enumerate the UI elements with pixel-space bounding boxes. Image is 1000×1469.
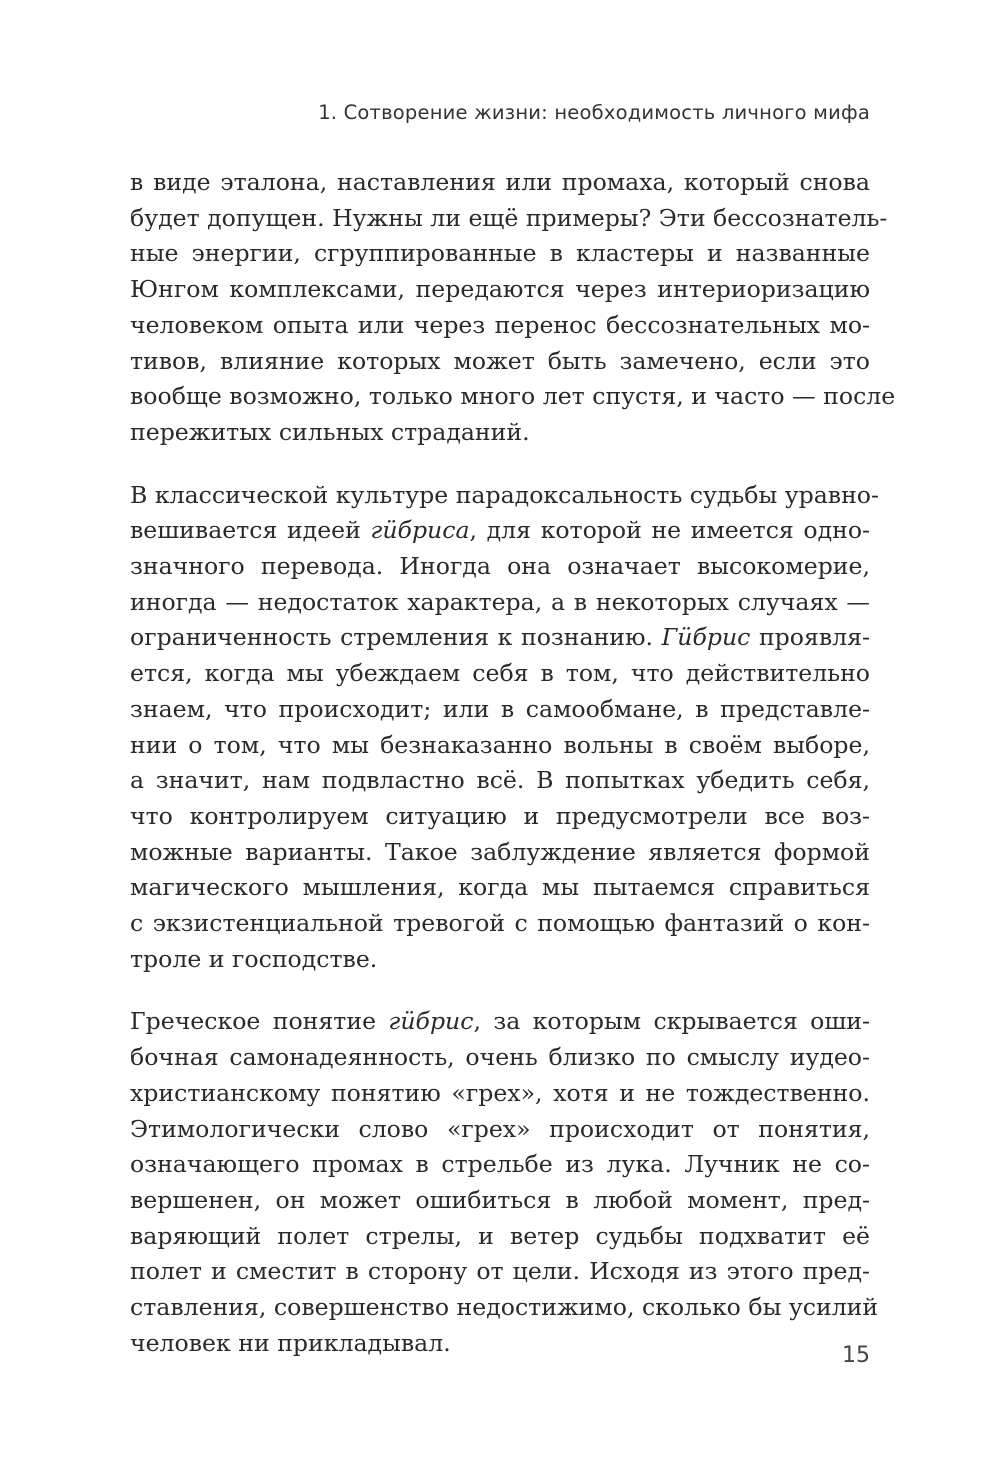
- text-line: ставления, совершенство недостижимо, сколько бы усилий: [130, 1293, 879, 1322]
- paragraph: [130, 478, 879, 978]
- text-line: иногда — недостаток характера, а в некоторых случаях —: [130, 587, 870, 616]
- text-line: троле и господстве.: [130, 944, 378, 973]
- text-line: ные энергии, сгруппированные в кластеры и названные: [130, 239, 870, 268]
- text-line: магического мышления, когда мы пытаемся справиться: [130, 873, 870, 902]
- text-run: вешивается идеей: [130, 516, 371, 545]
- text-line: значного перевода. Иногда она означает высокомерие,: [130, 552, 870, 581]
- paragraph: [130, 1004, 879, 1361]
- text-line: [130, 1004, 870, 1040]
- text-line: варяющий полет стрелы, и ветер судьбы подхватит её: [130, 1221, 870, 1250]
- page-number: 15: [842, 1343, 870, 1368]
- text-line: пережитых сильных страданий.: [130, 417, 530, 446]
- text-line: что контролируем ситуацию и предусмотрели все воз-: [130, 801, 870, 830]
- text-line: вообще возможно, только много лет спустя, и часто — после: [130, 382, 896, 411]
- text-line: ется, когда мы убеждаем себя в том, что действительно: [130, 659, 870, 688]
- paragraph: [130, 165, 896, 451]
- text-run: проявля-: [750, 623, 871, 652]
- text-line: с экзистенциальной тревогой с помощью фантазий о кон-: [130, 909, 870, 938]
- text-line: [130, 513, 870, 549]
- text-run: ограниченность стремления к познанию.: [130, 623, 662, 652]
- italic-term: Гӥбрис: [661, 623, 751, 652]
- text-run: , за которым скрывается оши-: [473, 1007, 870, 1036]
- text-line: знаем, что происходит; или в самообмане, в представле-: [130, 694, 870, 723]
- text-line: В классической культуре парадоксальность судьбы уравно-: [130, 480, 879, 509]
- text-line: нии о том, что мы безнаказанно вольны в своём выборе,: [130, 730, 870, 759]
- text-line: человеком опыта или через перенос бессознательных мо-: [130, 310, 870, 339]
- text-line: будет допущен. Нужны ли ещё примеры? Эти бессознатель-: [130, 203, 888, 232]
- page-body: [130, 165, 896, 1389]
- text-line: означающего промах в стрельбе из лука. Лучник не со-: [130, 1150, 870, 1179]
- running-header: 1. Сотворение жизни: необходимость личного мифа: [318, 101, 870, 124]
- text-line: Юнгом комплексами, передаются через интериоризацию: [130, 275, 870, 304]
- text-run: Греческое понятие: [130, 1007, 389, 1036]
- italic-term: гӥбриса: [370, 516, 470, 545]
- text-line: Этимологически слово «грех» происходит от понятия,: [130, 1114, 870, 1143]
- text-line: вершенен, он может ошибиться в любой момент, пред-: [130, 1185, 870, 1214]
- text-line: человек ни прикладывал.: [130, 1328, 451, 1357]
- text-line: а значит, нам подвластно всё. В попытках убедить себя,: [130, 766, 870, 795]
- text-line: [130, 620, 870, 656]
- text-line: бочная самонадеянность, очень близко по смыслу иудео-: [130, 1043, 870, 1072]
- text-line: тивов, влияние которых может быть замечено, если это: [130, 346, 870, 375]
- text-line: полет и сместит в сторону от цели. Исходя из этого пред-: [130, 1257, 870, 1286]
- italic-term: гӥбрис: [388, 1007, 474, 1036]
- text-run: , для которой не имеется одно-: [469, 516, 870, 545]
- text-line: можные варианты. Такое заблуждение является формой: [130, 837, 870, 866]
- text-line: христианскому понятию «грех», хотя и не тождественно.: [130, 1078, 870, 1107]
- text-line: в виде эталона, наставления или промаха, который снова: [130, 168, 870, 196]
